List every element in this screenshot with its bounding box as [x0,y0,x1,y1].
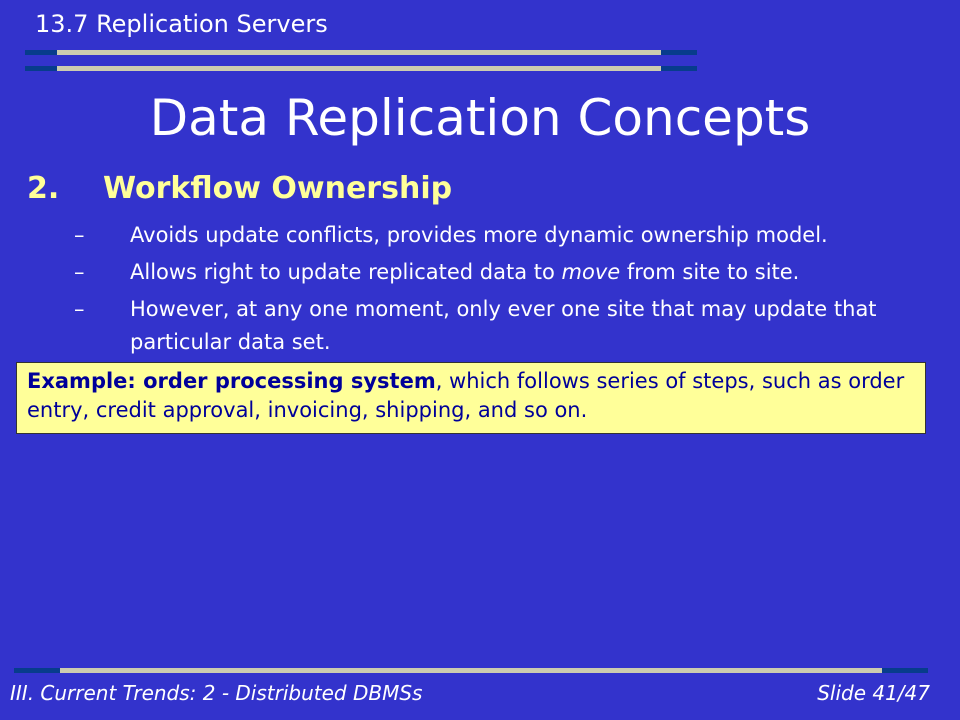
example-box [16,362,926,434]
bullet-text: However, at any one moment, only ever one site that may update that particular data set. [130,297,877,354]
footer-course-label: III. Current Trends: 2 - Distributed DBMSs [10,681,423,705]
top-divider-bar-2 [25,66,697,71]
bullet-dash: – [74,223,85,247]
slide-title: Data Replication Concepts [149,89,811,147]
bullet-text [130,256,920,289]
heading-text: Workflow Ownership [103,171,453,206]
section-label: 13.7 Replication Servers [35,10,328,38]
example-label: Example: order processing system [27,369,436,393]
bullet-text-part: from site to site. [620,260,800,284]
top-divider-bar-1 [25,50,697,55]
bullet-text: Avoids update conflicts, provides more dynamic ownership model. [130,223,828,247]
heading-number: 2. [27,171,60,206]
bullet-dash: – [74,260,85,284]
bullet-item-2 [70,256,930,289]
bullet-emphasis: move [561,260,621,284]
bullet-item-3 [70,293,930,359]
footer-slide-number: Slide 41/47 [817,681,930,705]
bottom-divider-bar [14,668,928,673]
bullet-dash: – [74,297,85,321]
bullet-text-part: Allows right to update replicated data to [130,260,562,284]
example-text: , which follows series of steps, such as order entry, credit approval, invoicing, shipping, and so on. [27,369,905,422]
bullet-item-1 [70,219,930,252]
